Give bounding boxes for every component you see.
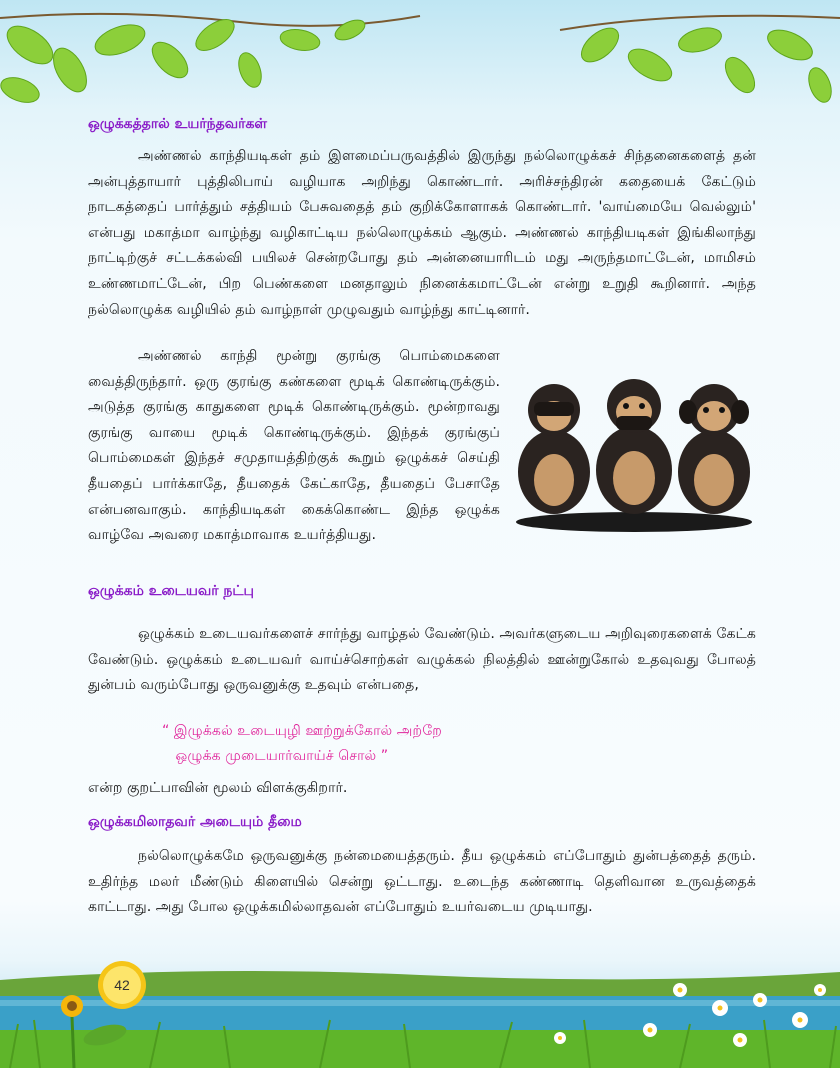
- paragraph-kural-explanation: என்ற குறட்பாவின் மூலம் விளக்குகிறார்.: [88, 780, 348, 796]
- page-number: 42: [114, 977, 130, 993]
- paragraph-three-monkeys: அண்ணல் காந்தி மூன்று குரங்கு பொம்மைகளை வைத்திருந்தார். ஒரு குரங்கு கண்களை மூடிக் கொண்டிருக்கும். அடுத்த குரங்கு காதுகளை மூடிக் கொண்டிருக்கும். மூன்றாவது குரங்கு வாயை மூடிக் கொண்டிருக்கும். இந்தக் குரங்குப் பொம்மைகள் இந்தச் சமுதாயத்திற்குக் கூறும் ஒழுக்கச் செய்தி தீயதைப் பார்க்காதே, தீயதைக் கேட்காதே, தீயதைப் பேசாதே என்பனவாகும். காந்தியடிகள் கைக்கொண்ட இந்த ஒழுக்க வாழ்வே அவரை மகாத்மாவாக உயர்த்தியது.: [88, 348, 500, 544]
- leaves-decoration-top: [0, 0, 840, 110]
- paragraph-misconduct-harm: நல்லொழுக்கமே ஒருவனுக்கு நன்மையைத்தரும். தீய ஒழுக்கம் எப்போதும் துன்பத்தைத் தரும். உதிர்ந்த மலர் மீண்டும் கிளையில் சென்று ஒட்டாது. உடைந்த கண்ணாடி தெளிவான உருவத்தைக் காட்டாது. அது போல ஒழுக்கமில்லாதவன் எப்போதும் உயர்வடைய முடியாது.: [88, 848, 756, 916]
- kural-line-2: ஒழுக்க முடையார்வாய்ச் சொல் ”: [162, 748, 389, 764]
- section-heading-3: ஒழுக்கமிலாதவர் அடையும் தீமை: [88, 814, 302, 830]
- paragraph-virtuous-friendship: ஒழுக்கம் உடையவர்களைச் சார்ந்து வாழ்தல் வேண்டும். அவர்களுடைய அறிவுரைகளைக் கேட்க வேண்டும். ஒழுக்கம் உடையவர் வாய்ச்சொற்கள் வழுக்கல் நிலத்தில் ஊன்றுகோல் உதவுவது போலத் துன்பம் வரும்போது ஒருவனுக்கு உதவும் என்பதை,: [88, 626, 756, 694]
- paragraph-gandhi-truth: அண்ணல் காந்தியடிகள் தம் இளமைப்பருவத்தில் இருந்து நல்லொழுக்கச் சிந்தனைகளைத் தன் அன்புத்தாயார் புத்திலிபாய் வழியாக அறிந்து கொண்டார். அரிச்சந்திரன் கதையைக் கேட்டும் நாடகத்தைப் பார்த்தும் சத்தியம் பேசுவதைத் தம் குறிக்கோளாகக் கொண்டார். 'வாய்மையே வெல்லும்' என்பது மகாத்மா வாழ்ந்து வழிகாட்டிய நல்லொழுக்கம் ஆகும். அண்ணல் காந்தியடிகள் இங்கிலாந்து நாட்டிற்குச் சட்டக்கல்வி பயிலச் சென்றபோது தம் அன்னையாரிடம் மது அருந்தமாட்டேன், மாமிசம் உண்ணமாட்டேன், பிற பெண்களை மனதாலும் நினைக்கமாட்டேன் என்று உறுதி கூறினார். அந்த நல்லொழுக்க வழியில் தம் வாழ்நாள் முழுவதும் வாழ்ந்து காட்டினார்.: [88, 148, 756, 318]
- kural-couplet: [162, 719, 442, 769]
- section-heading-1: ஒழுக்கத்தால் உயர்ந்தவர்கள்: [88, 116, 268, 132]
- section-heading-2: ஒழுக்கம் உடையவர் நட்பு: [88, 583, 254, 599]
- three-monkeys-image: [512, 362, 756, 534]
- kural-line-1: “ இழுக்கல் உடையுழி ஊற்றுக்கோல் அற்றே: [162, 723, 442, 739]
